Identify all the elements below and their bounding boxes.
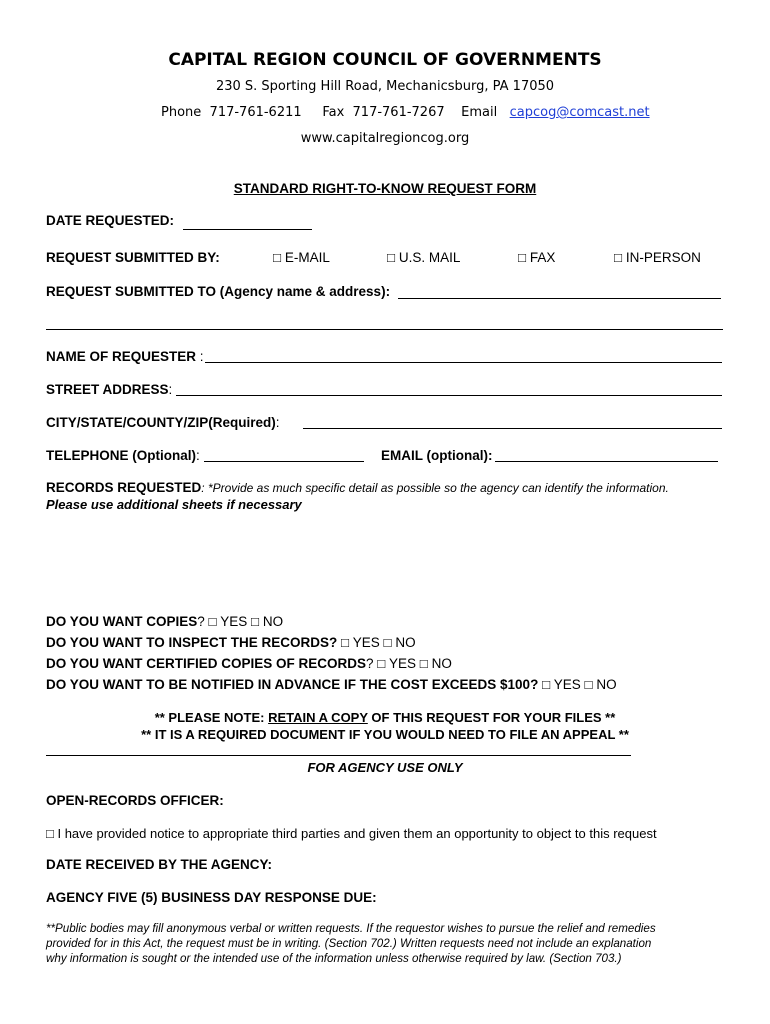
notice-line1-pre: ** PLEASE NOTE:	[154, 710, 269, 725]
form-title: STANDARD RIGHT-TO-KNOW REQUEST FORM	[233, 181, 537, 196]
submitted-to-field[interactable]	[398, 298, 721, 299]
street-label	[46, 382, 172, 397]
response-due-label: AGENCY FIVE (5) BUSINESS DAY RESPONSE DUE:	[46, 890, 377, 905]
notice-line1-post: OF THIS REQUEST FOR YOUR FILES **	[367, 710, 616, 725]
date-requested-label: DATE REQUESTED:	[46, 213, 175, 228]
question-certified-options[interactable]: ? □ YES □ NO	[366, 656, 452, 671]
question-copies-options[interactable]: ? □ YES □ NO	[197, 614, 284, 629]
email-field[interactable]	[495, 461, 718, 462]
website: www.capitalregioncog.org	[300, 131, 470, 146]
name-label-sep: :	[196, 349, 204, 364]
telephone-label	[46, 448, 200, 463]
city-label-text: CITY/STATE/COUNTY/ZIP(Required)	[46, 415, 276, 430]
contact-line	[161, 105, 650, 120]
submit-option-in-person[interactable]: □ IN-PERSON	[614, 250, 701, 265]
email-link[interactable]: capcog@comcast.net	[509, 105, 650, 120]
street-label-sep: :	[168, 382, 173, 397]
footnote-line1: **Public bodies may fill anonymous verbal or written requests. If the requestor wishes to pursue the relief and remedies	[46, 922, 656, 935]
submitted-by-label: REQUEST SUBMITTED BY:	[46, 250, 220, 265]
notice-line2: ** IT IS A REQUIRED DOCUMENT IF YOU WOULD NEED TO FILE AN APPEAL **	[141, 727, 629, 742]
submit-option-us-mail[interactable]: □ U.S. MAIL	[387, 250, 461, 265]
question-copies-label: DO YOU WANT COPIES	[46, 614, 198, 629]
fax-label: Fax	[322, 105, 345, 120]
telephone-label-text: TELEPHONE (Optional)	[46, 448, 196, 463]
question-inspect[interactable]	[46, 635, 416, 650]
question-certified-label: DO YOU WANT CERTIFIED COPIES OF RECORDS	[46, 656, 367, 671]
records-label: RECORDS REQUESTED	[46, 480, 202, 495]
name-label	[46, 349, 204, 364]
records-note: : *Provide as much specific detail as possible so the agency can identify the information.	[201, 481, 669, 495]
email-field-label: EMAIL (optional):	[381, 448, 493, 463]
date-requested-field[interactable]	[183, 229, 312, 230]
agency-use-title: FOR AGENCY USE ONLY	[307, 760, 463, 775]
records-requested-line	[46, 480, 669, 495]
question-inspect-label: DO YOU WANT TO INSPECT THE RECORDS?	[46, 635, 338, 650]
notice-retain-copy: RETAIN A COPY	[268, 710, 368, 725]
org-address: 230 S. Sporting Hill Road, Mechanicsburg, PA 17050	[215, 79, 555, 94]
records-requested-area[interactable]	[46, 518, 723, 610]
open-records-officer-label: OPEN-RECORDS OFFICER:	[46, 793, 224, 808]
question-copies[interactable]	[46, 614, 283, 629]
section-divider	[46, 755, 631, 756]
question-notify[interactable]	[46, 677, 617, 692]
phone-label: Phone	[161, 105, 202, 120]
telephone-label-sep: :	[196, 448, 200, 463]
org-name: CAPITAL REGION COUNCIL OF GOVERNMENTS	[168, 50, 602, 70]
email-label: Email	[461, 105, 498, 120]
question-notify-options[interactable]: □ YES □ NO	[538, 677, 617, 692]
street-label-text: STREET ADDRESS	[46, 382, 169, 397]
phone-number: 717-761-6211	[209, 105, 302, 120]
telephone-field[interactable]	[204, 461, 364, 462]
submit-option-email[interactable]: □ E-MAIL	[273, 250, 330, 265]
city-label	[46, 415, 280, 430]
fax-number: 717-761-7267	[352, 105, 445, 120]
name-label-text: NAME OF REQUESTER	[46, 349, 197, 364]
question-certified[interactable]	[46, 656, 452, 671]
footnote-line3: why information is sought or the intended use of the information unless otherwise required by law. (Section 703.)	[46, 952, 622, 965]
third-party-notice-checkbox[interactable]: □ I have provided notice to appropriate third parties and given them an opportunity to object to this request	[46, 826, 657, 841]
question-notify-label: DO YOU WANT TO BE NOTIFIED IN ADVANCE IF THE COST EXCEEDS $100?	[46, 677, 539, 692]
footnote-line2: provided for in this Act, the request must be in writing. (Section 702.) Written requests need not include an explanation	[46, 937, 652, 950]
records-note-additional: Please use additional sheets if necessary	[46, 497, 302, 512]
submit-option-fax[interactable]: □ FAX	[518, 250, 556, 265]
submitted-to-label: REQUEST SUBMITTED TO (Agency name & address):	[46, 284, 391, 299]
city-field[interactable]	[303, 428, 722, 429]
submitted-to-field-line2[interactable]	[46, 329, 723, 330]
notice-line1	[0, 710, 770, 725]
question-inspect-options[interactable]: □ YES □ NO	[337, 635, 416, 650]
name-field[interactable]	[205, 362, 722, 363]
city-label-sep: :	[275, 415, 280, 430]
street-field[interactable]	[176, 395, 722, 396]
date-received-label: DATE RECEIVED BY THE AGENCY:	[46, 857, 273, 872]
